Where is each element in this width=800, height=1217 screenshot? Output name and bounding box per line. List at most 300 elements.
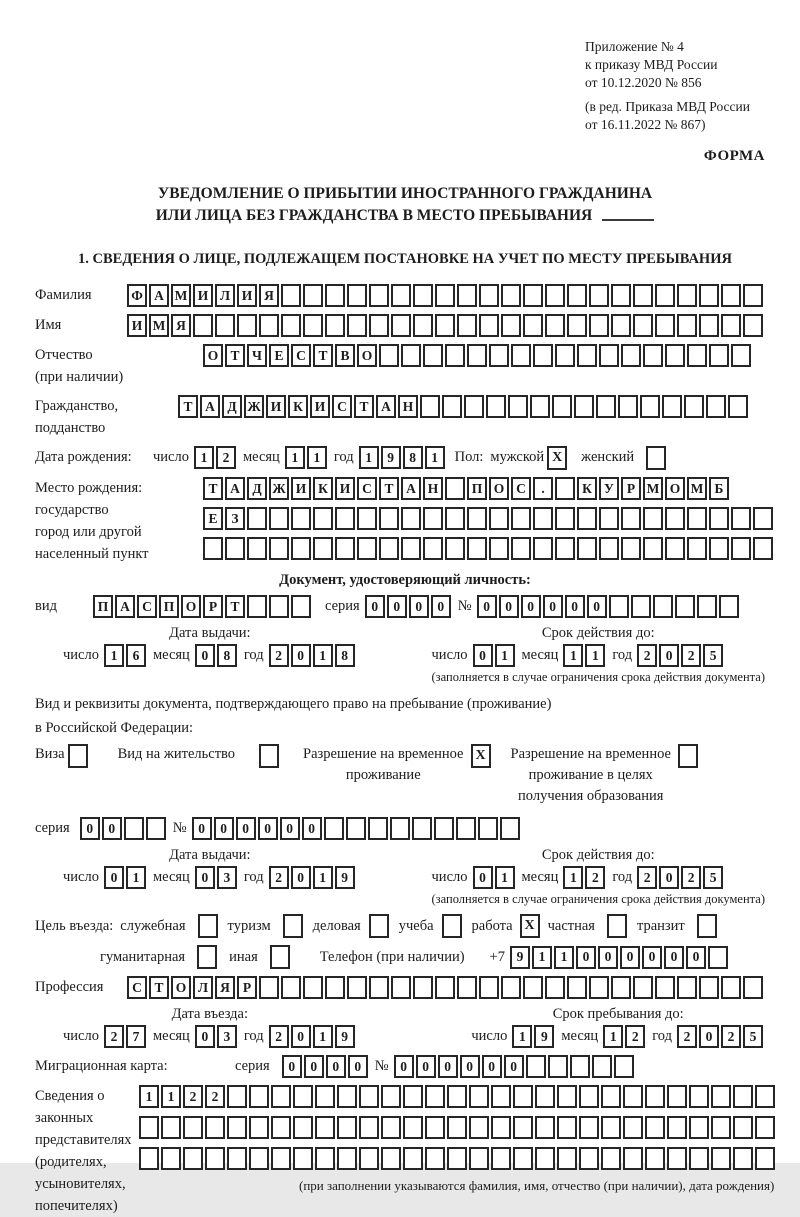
char-cell[interactable]: 1	[313, 1025, 333, 1048]
char-cell[interactable]	[293, 1085, 313, 1108]
char-cell[interactable]	[425, 1147, 445, 1170]
char-cell[interactable]	[711, 1147, 731, 1170]
char-cell[interactable]	[401, 537, 421, 560]
char-cell[interactable]	[501, 284, 521, 307]
char-cell[interactable]	[755, 1147, 775, 1170]
char-cell[interactable]	[555, 477, 575, 500]
char-cell[interactable]	[733, 1085, 753, 1108]
char-cell[interactable]	[225, 537, 245, 560]
char-cell[interactable]	[303, 976, 323, 999]
char-cell[interactable]: М	[149, 314, 169, 337]
char-cell[interactable]: 0	[587, 595, 607, 618]
char-cell[interactable]	[523, 314, 543, 337]
char-cell[interactable]	[369, 976, 389, 999]
char-cell[interactable]	[589, 976, 609, 999]
temp-residence-education-checkbox[interactable]	[678, 744, 698, 768]
char-cell[interactable]	[555, 344, 575, 367]
char-cell[interactable]: И	[237, 284, 257, 307]
char-cell[interactable]: М	[171, 284, 191, 307]
char-cell[interactable]	[731, 537, 751, 560]
char-cell[interactable]: 5	[703, 644, 723, 667]
char-cell[interactable]	[611, 976, 631, 999]
char-cell[interactable]: Л	[193, 976, 213, 999]
char-cell[interactable]: 0	[291, 1025, 311, 1048]
char-cell[interactable]: Б	[709, 477, 729, 500]
char-cell[interactable]	[601, 1147, 621, 1170]
char-cell[interactable]	[733, 1147, 753, 1170]
char-cell[interactable]	[247, 537, 267, 560]
doc-issue-year[interactable]	[269, 644, 357, 667]
char-cell[interactable]: 6	[126, 644, 146, 667]
char-cell[interactable]	[501, 976, 521, 999]
char-cell[interactable]: П	[159, 595, 179, 618]
char-cell[interactable]: 0	[499, 595, 519, 618]
char-cell[interactable]: Р	[237, 976, 257, 999]
char-cell[interactable]	[457, 314, 477, 337]
residence-issue-month[interactable]	[195, 866, 239, 889]
char-cell[interactable]	[391, 284, 411, 307]
char-cell[interactable]	[579, 1147, 599, 1170]
char-cell[interactable]: А	[225, 477, 245, 500]
birthplace-input-row3[interactable]	[203, 537, 775, 560]
char-cell[interactable]	[486, 395, 506, 418]
char-cell[interactable]	[533, 344, 553, 367]
char-cell[interactable]	[445, 477, 465, 500]
char-cell[interactable]: Т	[379, 477, 399, 500]
char-cell[interactable]	[337, 1147, 357, 1170]
char-cell[interactable]	[435, 284, 455, 307]
birth-year-input[interactable]	[359, 446, 447, 469]
char-cell[interactable]: 0	[521, 595, 541, 618]
char-cell[interactable]	[645, 1085, 665, 1108]
char-cell[interactable]	[193, 314, 213, 337]
char-cell[interactable]: С	[291, 344, 311, 367]
char-cell[interactable]	[579, 1085, 599, 1108]
char-cell[interactable]	[491, 1147, 511, 1170]
char-cell[interactable]	[479, 284, 499, 307]
char-cell[interactable]: 1	[139, 1085, 159, 1108]
char-cell[interactable]: 0	[504, 1055, 524, 1078]
char-cell[interactable]	[281, 976, 301, 999]
char-cell[interactable]: 5	[703, 866, 723, 889]
char-cell[interactable]: Ж	[244, 395, 264, 418]
char-cell[interactable]	[413, 314, 433, 337]
char-cell[interactable]	[247, 595, 267, 618]
char-cell[interactable]	[291, 507, 311, 530]
char-cell[interactable]: 5	[743, 1025, 763, 1048]
char-cell[interactable]	[403, 1116, 423, 1139]
char-cell[interactable]: 2	[205, 1085, 225, 1108]
char-cell[interactable]: О	[665, 477, 685, 500]
char-cell[interactable]: Ч	[247, 344, 267, 367]
char-cell[interactable]	[423, 537, 443, 560]
char-cell[interactable]: 0	[642, 946, 662, 969]
char-cell[interactable]	[599, 537, 619, 560]
char-cell[interactable]	[315, 1116, 335, 1139]
char-cell[interactable]: 1	[425, 446, 445, 469]
char-cell[interactable]: Л	[215, 284, 235, 307]
char-cell[interactable]: 2	[677, 1025, 697, 1048]
char-cell[interactable]	[577, 344, 597, 367]
entry-year[interactable]	[269, 1025, 357, 1048]
surname-input[interactable]	[127, 284, 765, 307]
char-cell[interactable]	[325, 284, 345, 307]
char-cell[interactable]	[526, 1055, 546, 1078]
char-cell[interactable]	[579, 1116, 599, 1139]
char-cell[interactable]	[667, 1116, 687, 1139]
male-checkbox[interactable]: X	[547, 446, 567, 470]
char-cell[interactable]: 1	[161, 1085, 181, 1108]
char-cell[interactable]: Т	[313, 344, 333, 367]
char-cell[interactable]: Я	[215, 976, 235, 999]
char-cell[interactable]	[489, 507, 509, 530]
char-cell[interactable]	[271, 1147, 291, 1170]
char-cell[interactable]	[533, 537, 553, 560]
char-cell[interactable]	[359, 1116, 379, 1139]
char-cell[interactable]	[347, 314, 367, 337]
char-cell[interactable]	[369, 284, 389, 307]
char-cell[interactable]: 1	[495, 866, 515, 889]
doc-kind-input[interactable]	[93, 595, 313, 618]
char-cell[interactable]	[381, 1116, 401, 1139]
char-cell[interactable]: 9	[335, 1025, 355, 1048]
char-cell[interactable]	[161, 1147, 181, 1170]
char-cell[interactable]: Т	[203, 477, 223, 500]
char-cell[interactable]	[665, 344, 685, 367]
residence-number-input[interactable]	[192, 817, 522, 840]
char-cell[interactable]	[259, 314, 279, 337]
doc-valid-year[interactable]	[637, 644, 725, 667]
char-cell[interactable]	[464, 395, 484, 418]
char-cell[interactable]	[501, 314, 521, 337]
phone-input[interactable]	[510, 946, 730, 969]
doc-issue-month[interactable]	[195, 644, 239, 667]
char-cell[interactable]	[381, 1147, 401, 1170]
char-cell[interactable]: 1	[313, 866, 333, 889]
char-cell[interactable]: 2	[269, 1025, 289, 1048]
char-cell[interactable]	[689, 1116, 709, 1139]
char-cell[interactable]: 0	[80, 817, 100, 840]
char-cell[interactable]	[347, 284, 367, 307]
char-cell[interactable]	[709, 537, 729, 560]
char-cell[interactable]	[293, 1116, 313, 1139]
char-cell[interactable]	[589, 314, 609, 337]
char-cell[interactable]	[249, 1116, 269, 1139]
char-cell[interactable]	[403, 1147, 423, 1170]
char-cell[interactable]	[708, 946, 728, 969]
char-cell[interactable]: 2	[104, 1025, 124, 1048]
char-cell[interactable]	[611, 314, 631, 337]
char-cell[interactable]	[753, 507, 773, 530]
char-cell[interactable]	[357, 537, 377, 560]
char-cell[interactable]: 0	[365, 595, 385, 618]
char-cell[interactable]	[413, 976, 433, 999]
char-cell[interactable]: Ф	[127, 284, 147, 307]
char-cell[interactable]: М	[687, 477, 707, 500]
entry-month[interactable]	[195, 1025, 239, 1048]
char-cell[interactable]	[733, 1116, 753, 1139]
char-cell[interactable]	[667, 1147, 687, 1170]
purpose-transit-checkbox[interactable]	[697, 914, 717, 938]
given-name-input[interactable]	[127, 314, 765, 337]
char-cell[interactable]	[303, 314, 323, 337]
char-cell[interactable]: 1	[495, 644, 515, 667]
guardians-input-row1[interactable]	[139, 1085, 777, 1108]
char-cell[interactable]	[423, 507, 443, 530]
char-cell[interactable]	[601, 1116, 621, 1139]
char-cell[interactable]	[662, 395, 682, 418]
char-cell[interactable]: А	[200, 395, 220, 418]
char-cell[interactable]	[633, 976, 653, 999]
char-cell[interactable]	[303, 284, 323, 307]
doc-valid-day[interactable]	[473, 644, 517, 667]
char-cell[interactable]	[347, 976, 367, 999]
char-cell[interactable]: З	[225, 507, 245, 530]
char-cell[interactable]	[721, 284, 741, 307]
char-cell[interactable]	[545, 314, 565, 337]
char-cell[interactable]	[315, 1147, 335, 1170]
char-cell[interactable]	[699, 976, 719, 999]
migcard-series-input[interactable]	[282, 1055, 370, 1078]
char-cell[interactable]: 2	[585, 866, 605, 889]
char-cell[interactable]: 0	[192, 817, 212, 840]
char-cell[interactable]	[709, 344, 729, 367]
char-cell[interactable]: 0	[598, 946, 618, 969]
char-cell[interactable]	[567, 314, 587, 337]
char-cell[interactable]	[667, 1085, 687, 1108]
char-cell[interactable]: 0	[291, 866, 311, 889]
char-cell[interactable]: 1	[194, 446, 214, 469]
residence-valid-day[interactable]	[473, 866, 517, 889]
char-cell[interactable]	[423, 344, 443, 367]
char-cell[interactable]	[687, 507, 707, 530]
char-cell[interactable]: И	[310, 395, 330, 418]
char-cell[interactable]	[161, 1116, 181, 1139]
char-cell[interactable]	[183, 1147, 203, 1170]
char-cell[interactable]	[237, 314, 257, 337]
char-cell[interactable]: .	[533, 477, 553, 500]
char-cell[interactable]: 0	[304, 1055, 324, 1078]
char-cell[interactable]: Я	[259, 284, 279, 307]
char-cell[interactable]: 0	[477, 595, 497, 618]
char-cell[interactable]	[183, 1116, 203, 1139]
char-cell[interactable]	[511, 344, 531, 367]
char-cell[interactable]	[205, 1147, 225, 1170]
char-cell[interactable]: Д	[222, 395, 242, 418]
char-cell[interactable]: 0	[282, 1055, 302, 1078]
char-cell[interactable]	[489, 537, 509, 560]
residence-issue-year[interactable]	[269, 866, 357, 889]
char-cell[interactable]: 0	[102, 817, 122, 840]
char-cell[interactable]	[420, 395, 440, 418]
char-cell[interactable]: 0	[438, 1055, 458, 1078]
char-cell[interactable]	[390, 817, 410, 840]
char-cell[interactable]	[743, 284, 763, 307]
char-cell[interactable]: А	[401, 477, 421, 500]
char-cell[interactable]	[479, 314, 499, 337]
char-cell[interactable]	[124, 817, 144, 840]
char-cell[interactable]: 8	[217, 644, 237, 667]
char-cell[interactable]	[589, 284, 609, 307]
char-cell[interactable]	[391, 976, 411, 999]
char-cell[interactable]	[731, 507, 751, 530]
char-cell[interactable]	[281, 284, 301, 307]
char-cell[interactable]	[335, 537, 355, 560]
char-cell[interactable]: С	[511, 477, 531, 500]
char-cell[interactable]	[623, 1085, 643, 1108]
char-cell[interactable]	[545, 284, 565, 307]
char-cell[interactable]: 0	[431, 595, 451, 618]
char-cell[interactable]	[623, 1116, 643, 1139]
char-cell[interactable]: О	[181, 595, 201, 618]
char-cell[interactable]: И	[193, 284, 213, 307]
char-cell[interactable]	[709, 507, 729, 530]
char-cell[interactable]	[491, 1116, 511, 1139]
residence-issue-day[interactable]	[104, 866, 148, 889]
char-cell[interactable]	[535, 1147, 555, 1170]
char-cell[interactable]	[381, 1085, 401, 1108]
char-cell[interactable]: 9	[510, 946, 530, 969]
entry-day[interactable]	[104, 1025, 148, 1048]
char-cell[interactable]: 2	[637, 866, 657, 889]
char-cell[interactable]	[335, 507, 355, 530]
char-cell[interactable]: 0	[409, 595, 429, 618]
visa-checkbox[interactable]	[68, 744, 88, 768]
char-cell[interactable]	[491, 1085, 511, 1108]
char-cell[interactable]: С	[127, 976, 147, 999]
char-cell[interactable]: 0	[473, 866, 493, 889]
char-cell[interactable]	[711, 1085, 731, 1108]
char-cell[interactable]: Е	[269, 344, 289, 367]
char-cell[interactable]	[743, 314, 763, 337]
profession-input[interactable]	[127, 976, 765, 999]
char-cell[interactable]	[269, 595, 289, 618]
char-cell[interactable]	[645, 1147, 665, 1170]
char-cell[interactable]	[227, 1085, 247, 1108]
char-cell[interactable]	[640, 395, 660, 418]
char-cell[interactable]: О	[171, 976, 191, 999]
char-cell[interactable]: 0	[387, 595, 407, 618]
char-cell[interactable]	[643, 507, 663, 530]
char-cell[interactable]: 0	[394, 1055, 414, 1078]
char-cell[interactable]: 0	[482, 1055, 502, 1078]
char-cell[interactable]: Е	[203, 507, 223, 530]
char-cell[interactable]	[249, 1147, 269, 1170]
guardians-input-row2[interactable]	[139, 1116, 777, 1139]
char-cell[interactable]	[552, 395, 572, 418]
char-cell[interactable]	[445, 537, 465, 560]
char-cell[interactable]: Р	[203, 595, 223, 618]
char-cell[interactable]	[139, 1116, 159, 1139]
char-cell[interactable]	[599, 507, 619, 530]
char-cell[interactable]	[249, 1085, 269, 1108]
char-cell[interactable]: П	[467, 477, 487, 500]
char-cell[interactable]: 1	[585, 644, 605, 667]
char-cell[interactable]	[570, 1055, 590, 1078]
char-cell[interactable]	[447, 1147, 467, 1170]
char-cell[interactable]	[577, 507, 597, 530]
char-cell[interactable]	[337, 1116, 357, 1139]
char-cell[interactable]	[599, 344, 619, 367]
char-cell[interactable]: Ж	[269, 477, 289, 500]
char-cell[interactable]	[653, 595, 673, 618]
char-cell[interactable]	[530, 395, 550, 418]
char-cell[interactable]	[146, 817, 166, 840]
char-cell[interactable]: И	[266, 395, 286, 418]
female-checkbox[interactable]	[646, 446, 666, 470]
char-cell[interactable]	[325, 314, 345, 337]
char-cell[interactable]: У	[599, 477, 619, 500]
char-cell[interactable]	[548, 1055, 568, 1078]
char-cell[interactable]	[567, 976, 587, 999]
char-cell[interactable]: 0	[699, 1025, 719, 1048]
purpose-humanitarian-checkbox[interactable]	[197, 945, 217, 969]
char-cell[interactable]: 9	[335, 866, 355, 889]
char-cell[interactable]: 2	[216, 446, 236, 469]
char-cell[interactable]	[711, 1116, 731, 1139]
purpose-business-checkbox[interactable]	[369, 914, 389, 938]
char-cell[interactable]: Н	[398, 395, 418, 418]
char-cell[interactable]	[391, 314, 411, 337]
char-cell[interactable]: 0	[543, 595, 563, 618]
char-cell[interactable]	[457, 284, 477, 307]
char-cell[interactable]	[324, 817, 344, 840]
char-cell[interactable]	[633, 314, 653, 337]
char-cell[interactable]: 1	[563, 866, 583, 889]
char-cell[interactable]	[467, 344, 487, 367]
char-cell[interactable]: К	[313, 477, 333, 500]
purpose-private-checkbox[interactable]	[607, 914, 627, 938]
char-cell[interactable]	[403, 1085, 423, 1108]
char-cell[interactable]	[203, 537, 223, 560]
char-cell[interactable]	[227, 1147, 247, 1170]
purpose-other-checkbox[interactable]	[270, 945, 290, 969]
char-cell[interactable]: 0	[416, 1055, 436, 1078]
char-cell[interactable]	[425, 1116, 445, 1139]
char-cell[interactable]: 0	[348, 1055, 368, 1078]
char-cell[interactable]	[643, 537, 663, 560]
char-cell[interactable]	[687, 537, 707, 560]
char-cell[interactable]	[677, 976, 697, 999]
char-cell[interactable]: 1	[313, 644, 333, 667]
char-cell[interactable]	[293, 1147, 313, 1170]
char-cell[interactable]	[215, 314, 235, 337]
char-cell[interactable]	[271, 1085, 291, 1108]
char-cell[interactable]	[435, 976, 455, 999]
char-cell[interactable]	[533, 507, 553, 530]
char-cell[interactable]	[281, 314, 301, 337]
char-cell[interactable]: Д	[247, 477, 267, 500]
char-cell[interactable]: 0	[236, 817, 256, 840]
char-cell[interactable]	[687, 344, 707, 367]
purpose-official-checkbox[interactable]	[198, 914, 218, 938]
char-cell[interactable]	[500, 817, 520, 840]
char-cell[interactable]: 9	[381, 446, 401, 469]
char-cell[interactable]	[697, 595, 717, 618]
char-cell[interactable]	[609, 595, 629, 618]
char-cell[interactable]	[555, 507, 575, 530]
char-cell[interactable]	[523, 976, 543, 999]
char-cell[interactable]	[447, 1116, 467, 1139]
birth-day-input[interactable]	[194, 446, 238, 469]
char-cell[interactable]	[247, 507, 267, 530]
char-cell[interactable]	[631, 595, 651, 618]
char-cell[interactable]: 0	[473, 644, 493, 667]
char-cell[interactable]	[689, 1147, 709, 1170]
char-cell[interactable]: Т	[225, 595, 245, 618]
char-cell[interactable]	[731, 344, 751, 367]
char-cell[interactable]	[442, 395, 462, 418]
